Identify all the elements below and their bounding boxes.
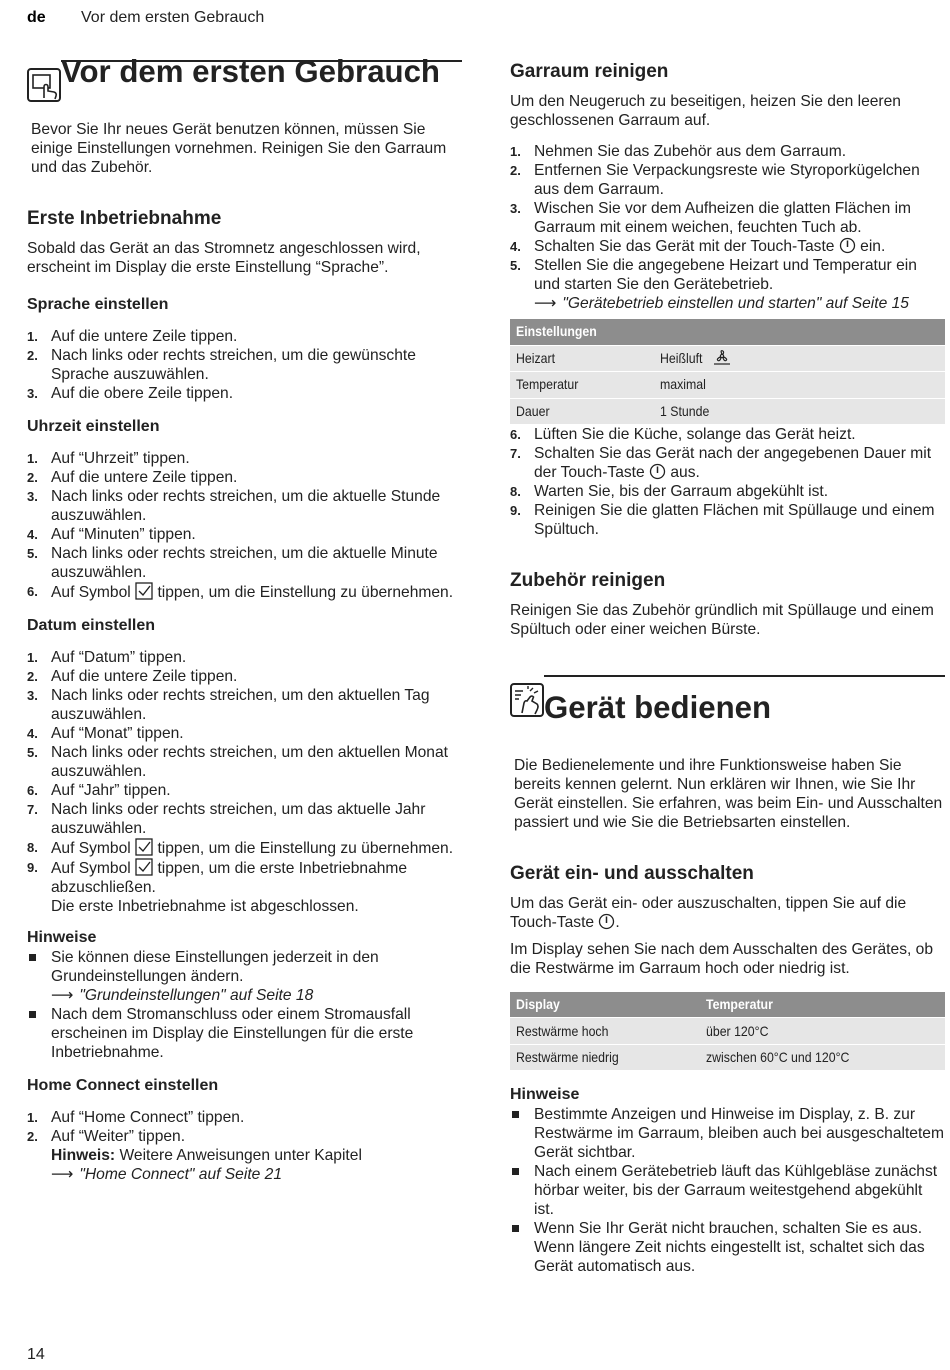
list-item: Nach einem Gerätebetrieb läuft das Kühlgebläse zunächst hörbar weiter, bis der Garraum weitestgehend abgekühlt ist. — [510, 1162, 945, 1219]
list-item: 5. Nach links oder rechts streichen, um die aktuelle Minute auszuwählen. — [27, 545, 438, 581]
ein-aus-text: Um das Gerät ein- oder auszuschalten, tippen Sie auf die Touch-Taste . — [510, 894, 907, 931]
table-row: Restwärme hoch über 120°C — [510, 1018, 945, 1045]
garraum-steps — [510, 142, 945, 313]
list-item: 8. Auf Symbol tippen, um die Einstellung zu übernehmen. — [27, 840, 454, 857]
subsection-title-sprache: Sprache einstellen — [27, 296, 169, 313]
power-icon — [598, 913, 615, 930]
list-item: 6. Lüften Sie die Küche, solange das Gerät heizt. — [510, 426, 856, 443]
list-item: Sie können diese Einstellungen jederzeit in den Grundeinstellungen ändern. ⟶ "Grundeinstellungen" auf Seite 18 — [27, 948, 462, 1005]
table-header: Display Temperatur — [510, 992, 945, 1018]
list-item: 1. Auf “Datum” tippen. — [27, 649, 187, 666]
notes-title: Hinweise — [510, 1086, 580, 1104]
cross-reference-link[interactable]: ⟶ "Gerätebetrieb einstellen und starten" auf Seite 15 — [534, 295, 909, 312]
section-title-ein-aus: Gerät ein- und ausschalten — [510, 862, 754, 884]
list-item: 6. Auf “Jahr” tippen. — [27, 782, 171, 799]
list-item: 1. Nehmen Sie das Zubehör aus dem Garraum. — [510, 143, 847, 160]
list-item: 1. Auf “Home Connect” tippen. — [27, 1109, 245, 1126]
chapter-rule — [544, 675, 945, 677]
settings-table — [510, 319, 945, 425]
fan-icon — [712, 350, 732, 366]
confirm-checkbox-icon — [135, 838, 153, 856]
list-item: Wenn Sie Ihr Gerät nicht brauchen, schalten Sie es aus. Wenn längere Zeit nichts eingestellt ist, schaltet sich das Gerät automatisch aus. — [510, 1219, 945, 1276]
list-item: 1. Auf “Uhrzeit” tippen. — [27, 450, 190, 467]
subsection-title-home-connect: Home Connect einstellen — [27, 1077, 219, 1094]
page-header — [27, 8, 265, 27]
confirm-checkbox-icon — [135, 858, 153, 876]
chapter-heading — [27, 54, 462, 102]
list-item: 2. Auf die untere Zeile tippen. — [27, 469, 238, 486]
subsection-title-datum: Datum einstellen — [27, 617, 156, 634]
power-icon — [649, 463, 666, 480]
zubehoer-text: Reinigen Sie das Zubehör gründlich mit Spüllauge und einem Spültuch oder einer weichen Bürste. — [510, 602, 934, 638]
list-item: 2. Auf “Weiter” tippen. Hinweis: Weitere Anweisungen unter Kapitel ⟶ "Home Connect" auf Seite 21 — [27, 1127, 462, 1184]
power-icon — [839, 237, 856, 254]
section-title-garraum: Garraum reinigen — [510, 61, 669, 82]
step-note: Hinweis: Weitere Anweisungen unter Kapitel — [51, 1147, 362, 1164]
garraum-steps-continued — [510, 425, 945, 539]
list-item: 4. Auf “Minuten” tippen. — [27, 526, 196, 543]
list-item: Nach dem Stromanschluss oder einem Stromausfall erscheinen im Display die Einstellungen für die erste Inbetriebnahme. — [27, 1005, 462, 1062]
left-column — [27, 54, 462, 1184]
list-item: 4. Schalten Sie das Gerät mit der Touch-Taste ein. — [510, 238, 886, 255]
list-item: 3. Nach links oder rechts streichen, um den aktuellen Tag auszuwählen. — [27, 687, 430, 723]
list-item: 5. Stellen Sie die angegebene Heizart und Temperatur ein und starten Sie den Gerätebetrieb. ⟶ "Gerätebetrieb einstellen und starten" auf Seite 15 — [510, 256, 945, 313]
notes-title: Hinweise — [27, 929, 97, 946]
section-title-erste: Erste Inbetriebnahme — [27, 208, 222, 229]
list-item: 2. Entfernen Sie Verpackungsreste wie Styroporkügelchen aus dem Garraum. — [510, 162, 920, 198]
erste-text: Sobald das Gerät an das Stromnetz angeschlossen wird, erscheint im Display die erste Einstellung “Sprache”. — [27, 240, 421, 276]
list-item: 3. Nach links oder rechts streichen, um die aktuelle Stunde auszuwählen. — [27, 488, 441, 524]
uhrzeit-steps — [27, 449, 462, 602]
notes-list — [27, 948, 462, 1062]
table-row: Temperatur maximal — [510, 372, 945, 399]
bullet-square — [512, 1168, 519, 1175]
list-item: 2. Nach links oder rechts streichen, um die gewünschte Sprache auszuwählen. — [27, 347, 416, 383]
arrow-right-icon: ⟶ — [534, 295, 557, 312]
list-item: 9. Reinigen Sie die glatten Flächen mit Spüllauge und einem Spültuch. — [510, 502, 935, 538]
notes-list — [510, 1105, 945, 1276]
datum-steps — [27, 648, 462, 916]
bullet-square — [512, 1225, 519, 1232]
list-item: 7. Nach links oder rechts streichen, um das aktuelle Jahr auszuwählen. — [27, 801, 426, 837]
chapter-title: Vor dem ersten Gebrauch — [61, 54, 440, 89]
confirm-checkbox-icon — [135, 582, 153, 600]
section-title-zubehoer: Zubehör reinigen — [510, 570, 666, 591]
garraum-text: Um den Neugeruch zu beseitigen, heizen Sie den leeren geschlossenen Garraum auf. — [510, 93, 901, 129]
intro-text: Die Bedienelemente und ihre Funktionsweise haben Sie bereits kennen gelernt. Nun erklären wir Ihnen, wie Sie Ihr Gerät einstellen. Sie erfahren, was beim Ein- und Ausschalten passiert und wie Sie die Betriebsarten einstellen. — [514, 756, 943, 831]
header-title: Vor dem ersten Gebrauch — [81, 9, 265, 26]
list-item: 9. Auf Symbol tippen, um die erste Inbetriebnahme abzuschließen. Die erste Inbetriebnahme ist abgeschlossen. — [27, 858, 462, 916]
sprache-steps — [27, 327, 462, 403]
list-item: Bestimmte Anzeigen und Hinweise im Display, z. B. zur Restwärme im Garraum, bleiben auch bei ausgeschaltetem Gerät sichtbar. — [510, 1105, 945, 1162]
list-item: 8. Warten Sie, bis der Garraum abgekühlt ist. — [510, 483, 829, 500]
operate-device-icon — [510, 683, 544, 717]
list-item: 7. Schalten Sie das Gerät nach der angegebenen Dauer mit der Touch-Taste aus. — [510, 445, 932, 481]
arrow-right-icon: ⟶ — [51, 987, 74, 1004]
intro-text: Bevor Sie Ihr neues Gerät benutzen können, müssen Sie einige Einstellungen vornehmen. Reinigen Sie den Garraum und das Zubehör. — [31, 121, 447, 176]
chapter-title: Gerät bedienen — [544, 689, 772, 725]
restwaerme-text: Im Display sehen Sie nach dem Ausschalten des Gerätes, ob die Restwärme im Garraum hoch oder niedrig ist. — [510, 940, 933, 977]
list-item: 3. Wischen Sie vor dem Aufheizen die glatten Flächen im Garraum mit einem weichen, feuchten Tuch ab. — [510, 200, 912, 236]
cross-reference-link[interactable]: ⟶ "Home Connect" auf Seite 21 — [51, 1166, 283, 1183]
residual-heat-table — [510, 992, 945, 1072]
table-row: Restwärme niedrig zwischen 60°C und 120°C — [510, 1044, 945, 1071]
cross-reference-link[interactable]: ⟶ "Grundeinstellungen" auf Seite 18 — [51, 987, 314, 1004]
first-use-icon — [27, 68, 61, 102]
right-column — [510, 60, 945, 1276]
table-row: Dauer 1 Stunde — [510, 398, 945, 425]
table-row: Heizart Heißluft — [510, 345, 945, 372]
home-connect-steps — [27, 1108, 462, 1184]
arrow-right-icon: ⟶ — [51, 1166, 74, 1183]
bullet-square — [29, 1011, 36, 1018]
step-result: Die erste Inbetriebnahme ist abgeschlossen. — [51, 898, 359, 915]
list-item: 5. Nach links oder rechts streichen, um den aktuellen Monat auszuwählen. — [27, 744, 448, 780]
list-item: 3. Auf die obere Zeile tippen. — [27, 385, 234, 402]
table-header: Einstellungen — [510, 319, 945, 345]
page-number: 14 — [27, 1346, 45, 1363]
subsection-title-uhrzeit: Uhrzeit einstellen — [27, 418, 160, 435]
list-item: 2. Auf die untere Zeile tippen. — [27, 668, 238, 685]
bullet-square — [512, 1111, 519, 1118]
chapter-heading — [510, 675, 945, 738]
language-code: de — [27, 9, 46, 26]
list-item: 1. Auf die untere Zeile tippen. — [27, 328, 238, 345]
list-item: 4. Auf “Monat” tippen. — [27, 725, 184, 742]
list-item: 6. Auf Symbol tippen, um die Einstellung zu übernehmen. — [27, 584, 454, 601]
bullet-square — [29, 954, 36, 961]
